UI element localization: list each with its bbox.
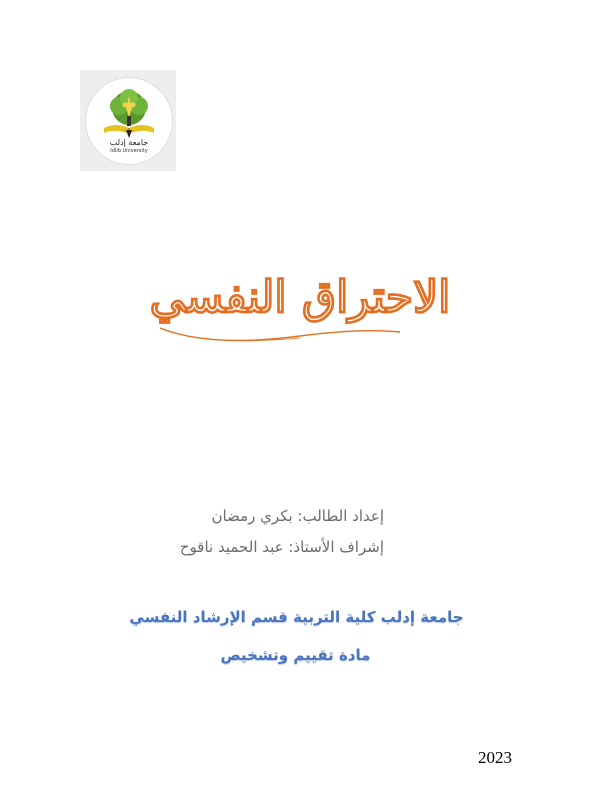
student-name: إعداد الطالب: بكري رمضان xyxy=(211,507,384,525)
document-year: 2023 xyxy=(478,748,512,767)
course-line: مادة تقييم وتشخيص xyxy=(220,646,371,664)
logo-arabic-text: جامعة إدلب xyxy=(109,138,149,147)
logo-english-text: Idlib University xyxy=(110,148,148,154)
document-title: الاحتراق النفسي xyxy=(149,272,451,323)
logo-emblem xyxy=(85,77,173,165)
title-swash-decoration xyxy=(150,322,450,346)
institution-line: جامعة إدلب كلية التربية قسم الإرشاد النفسي xyxy=(129,608,464,626)
university-logo xyxy=(80,70,176,171)
supervisor-name: إشراف الأستاذ: عبد الحميد ناقوح xyxy=(179,538,384,556)
